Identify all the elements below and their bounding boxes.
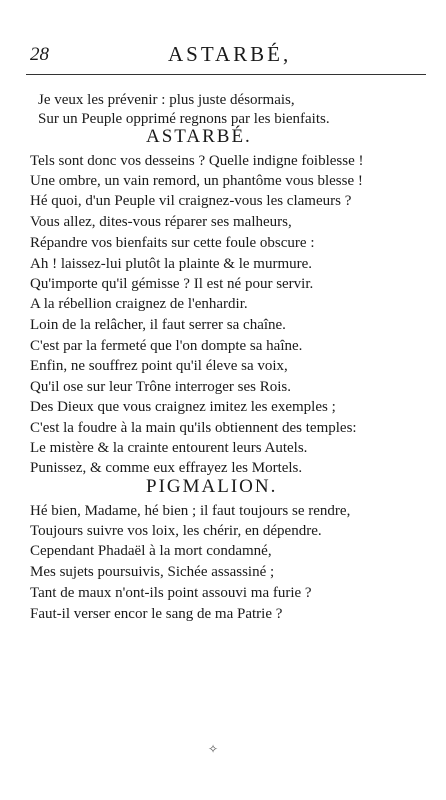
- verse-line: Des Dieux que vous craignez imitez les exemples ;: [30, 399, 336, 415]
- verse-line: Le mistère & la crainte entourent leurs Autels.: [30, 440, 308, 456]
- verse-line: Je veux les prévenir : plus juste désormais,: [38, 92, 295, 108]
- verse-line: C'est la foudre à la main qu'ils obtiennent des temples:: [30, 420, 357, 436]
- verse-line: Qu'il ose sur leur Trône interroger ses Rois.: [30, 379, 292, 395]
- verse-line: Répandre vos bienfaits sur cette foule obscure :: [30, 235, 315, 251]
- page-header: [0, 44, 446, 74]
- verse-line: Hé quoi, d'un Peuple vil craignez-vous les clameurs ?: [30, 193, 352, 209]
- verse-line: Faut-il verser encor le sang de ma Patrie ?: [30, 606, 283, 622]
- verse-line: Mes sujets poursuivis, Sichée assassiné ;: [30, 564, 275, 580]
- verse-line: Ah ! laissez-lui plutôt la plainte & le murmure.: [30, 256, 313, 272]
- verse-line: C'est par la fermeté que l'on dompte sa haîne.: [30, 338, 303, 354]
- verse-line: Une ombre, un vain remord, un phantôme vous blesse !: [30, 173, 363, 189]
- verse-line: Sur un Peuple opprimé regnons par les bienfaits.: [38, 111, 330, 127]
- verse-line: A la rébellion craignez de l'enhardir.: [30, 296, 248, 312]
- verse-line: Tant de maux n'ont-ils point assouvi ma furie ?: [30, 585, 312, 601]
- verse-line: Tels sont donc vos desseins ? Quelle indigne foiblesse !: [30, 153, 364, 169]
- verse-line: Toujours suivre vos loix, les chérir, en dépendre.: [30, 523, 322, 539]
- speaker-name: PIGMALION.: [146, 476, 278, 497]
- verse-line: Punissez, & comme eux effrayez les Mortels.: [30, 460, 303, 476]
- verse-line: Loin de la relâcher, il faut serrer sa chaîne.: [30, 317, 286, 333]
- verse-line: Enfin, ne souffrez point qu'il éleve sa voix,: [30, 358, 288, 374]
- page-number: 28: [30, 44, 49, 65]
- verse-line: Vous allez, dites-vous réparer ses malheurs,: [30, 214, 292, 230]
- verse-line: Cependant Phadaël à la mort condamné,: [30, 543, 272, 559]
- verse-line: Hé bien, Madame, hé bien ; il faut toujours se rendre,: [30, 503, 351, 519]
- speaker-name: ASTARBÉ.: [146, 126, 252, 147]
- verse-line: Qu'importe qu'il gémisse ? Il est né pour servir.: [30, 276, 314, 292]
- printer-mark: ✧: [208, 742, 219, 756]
- running-title: ASTARBÉ,: [168, 42, 292, 66]
- header-rule: [26, 74, 426, 75]
